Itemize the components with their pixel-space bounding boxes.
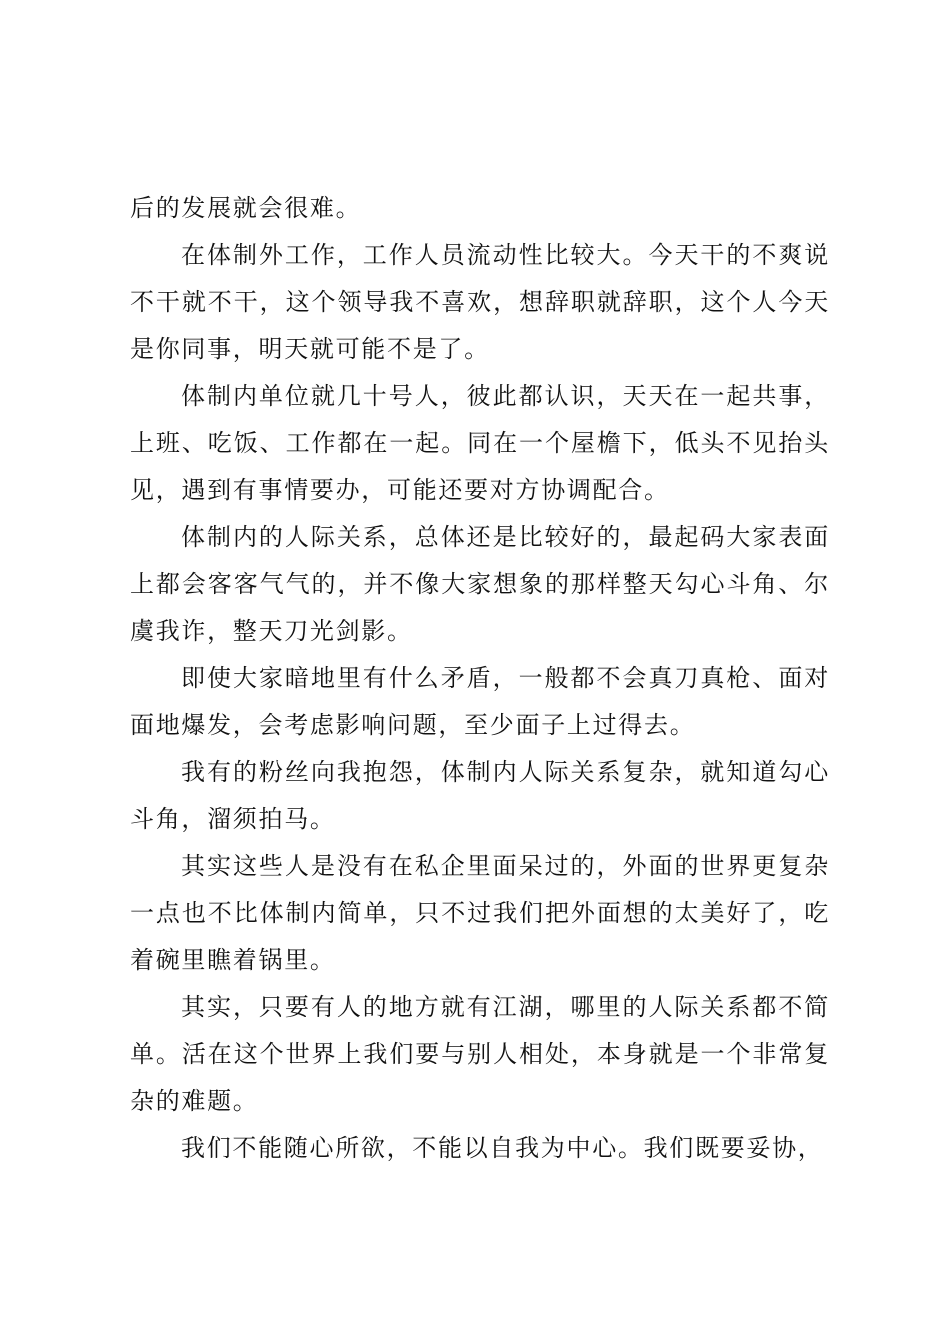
paragraph: 在体制外工作，工作人员流动性比较大。今天干的不爽说不干就不干，这个领导我不喜欢，想辞职就辞职，这个人今天是你同事，明天就可能不是了。: [130, 241, 830, 363]
paragraph: 体制内单位就几十号人，彼此都认识，天天在一起共事，上班、吃饭、工作都在一起。同在一个屋檐下，低头不见抬头见，遇到有事情要办，可能还要对方协调配合。: [130, 382, 830, 504]
paragraph: 其实这些人是没有在私企里面呆过的，外面的世界更复杂一点也不比体制内简单，只不过我们把外面想的太美好了，吃着碗里瞧着锅里。: [130, 852, 830, 974]
paragraph-truncated: 我们不能随心所欲，不能以自我为中心。我们既要妥协，: [181, 1134, 824, 1162]
paragraph: 我有的粉丝向我抱怨，体制内人际关系复杂，就知道勾心斗角，溜须拍马。: [130, 758, 830, 833]
document-body: [130, 185, 830, 1172]
paragraph-continuation: 后的发展就会很难。: [130, 194, 362, 222]
paragraph: 体制内的人际关系，总体还是比较好的，最起码大家表面上都会客客气气的，并不像大家想象的那样整天勾心斗角、尔虞我诈，整天刀光剑影。: [130, 523, 830, 645]
paragraph: 其实，只要有人的地方就有江湖，哪里的人际关系都不简单。活在这个世界上我们要与别人相处，本身就是一个非常复杂的难题。: [130, 993, 830, 1115]
paragraph: 即使大家暗地里有什么矛盾，一般都不会真刀真枪、面对面地爆发，会考虑影响问题，至少面子上过得去。: [130, 664, 830, 739]
